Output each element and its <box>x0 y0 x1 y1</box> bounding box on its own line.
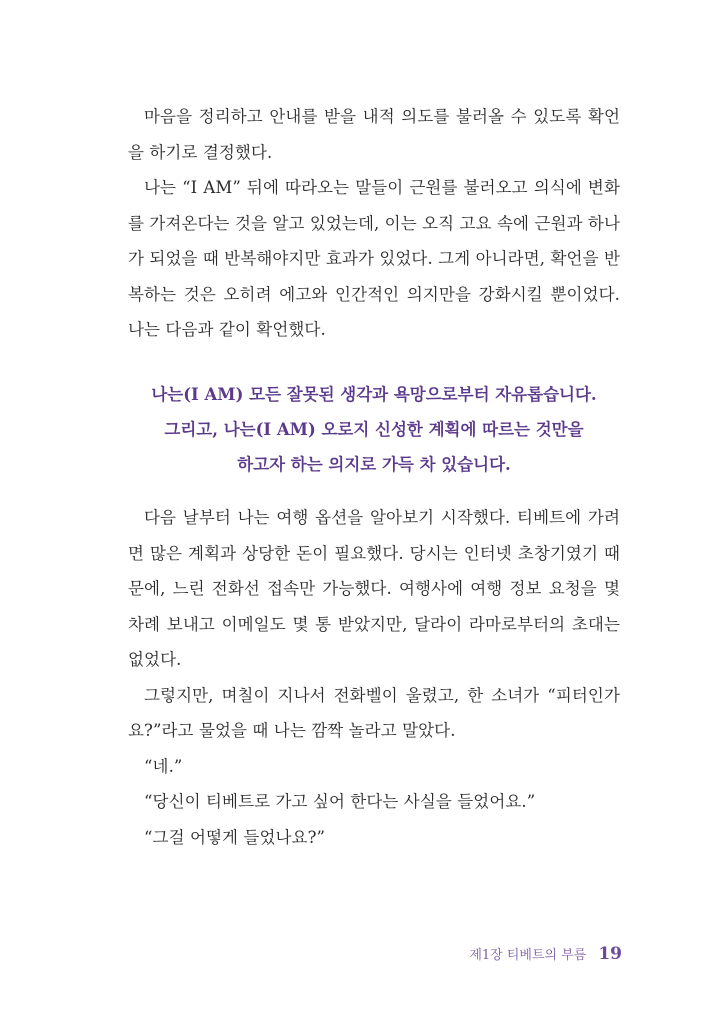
affirmation-block <box>128 377 620 482</box>
paragraph: 나는 “I AM” 뒤에 따라오는 말들이 근원를 불러오고 의식에 변화를 가져온다는 것을 알고 있었는데, 이는 오직 고요 속에 근원과 하나가 되었을 때 반복해야지만 효과가 있었다. 그게 아니라면, 확언을 반복하는 것은 오히려 에고와 인간적인 의지만을 강화시킬 뿐이었다. 나는 다음과 같이 확언했다. <box>128 178 620 339</box>
page-number: 19 <box>598 944 622 964</box>
paragraph: 그렇지만, 며칠이 지나서 전화벨이 울렸고, 한 소녀가 “피터인가요?”라고 물었을 때 나는 깜짝 놀라고 말았다. <box>128 685 620 740</box>
dialogue-line: “당신이 티베트로 가고 싶어 한다는 사실을 들었어요.” <box>144 792 536 811</box>
affirmation-line: 그리고, 나는(I AM) 오로지 신성한 계획에 따르는 것만을 <box>164 420 584 439</box>
dialogue-line: “그걸 어떻게 들었나요?” <box>144 827 326 847</box>
text-block-bottom <box>128 500 620 855</box>
dialogue-line: “네.” <box>144 756 183 776</box>
page-footer <box>469 944 622 964</box>
paragraph: 다음 날부터 나는 여행 옵션을 알아보기 시작했다. 티베트에 가려면 많은 계획과 상당한 돈이 필요했다. 당시는 인터넷 초창기였기 때문에, 느린 전화선 접속만 가능했다. 여행사에 여행 정보 요청을 몇 차례 보내고 이메일도 몇 통 받았지만, 달라이 라마로부터의 초대는 없었다. <box>128 508 620 669</box>
paragraph: 마음을 정리하고 안내를 받을 내적 의도를 불러올 수 있도록 확언을 하기로 결정했다. <box>128 107 620 162</box>
chapter-title: 제1장 티베트의 부름 <box>469 948 587 963</box>
affirmation-line: 나는(I AM) 모든 잘못된 생각과 욕망으로부터 자유롭습니다. <box>151 385 597 404</box>
affirmation-line: 하고자 하는 의지로 가득 차 있습니다. <box>237 455 511 474</box>
text-block-top <box>128 99 620 348</box>
